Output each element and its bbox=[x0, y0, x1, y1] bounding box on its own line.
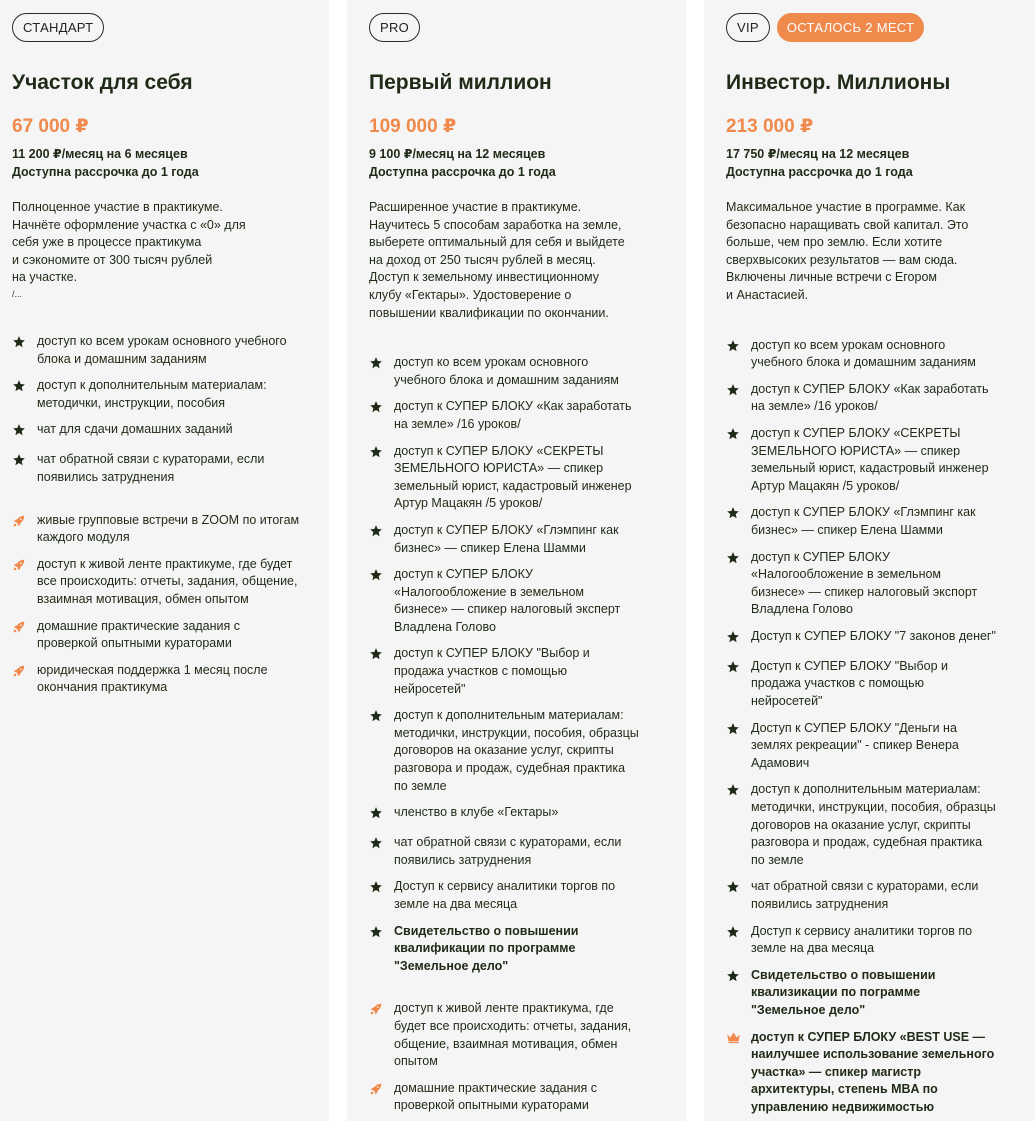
star-icon bbox=[12, 423, 27, 442]
rocket-icon bbox=[369, 1002, 384, 1070]
star-icon bbox=[369, 524, 384, 557]
feature-text: домашние практические задания с проверкой опытными кураторами bbox=[394, 1080, 598, 1113]
feature-item bbox=[726, 923, 998, 958]
feature-item bbox=[726, 504, 998, 539]
rocket-icon bbox=[369, 1082, 384, 1115]
plan-badge: VIP bbox=[726, 13, 770, 42]
star-icon bbox=[369, 806, 384, 825]
plan-badge: PRO bbox=[369, 13, 420, 42]
feature-item bbox=[369, 398, 641, 433]
star-icon bbox=[726, 722, 741, 773]
plan-title: Инвестор. Миллионы bbox=[726, 71, 951, 94]
feature-text: доступ ко всем урокам основного учебного блока и домашним заданиям bbox=[751, 337, 976, 370]
feature-text: доступ к СУПЕР БЛОКУ «Как заработать на земле» /16 уроков/ bbox=[394, 399, 632, 431]
feature-item bbox=[369, 443, 641, 513]
feature-item bbox=[369, 707, 641, 795]
star-icon bbox=[726, 630, 741, 649]
feature-item bbox=[12, 451, 302, 486]
star-icon bbox=[12, 335, 27, 368]
star-icon bbox=[369, 836, 384, 869]
feature-text: Доступ к СУПЕР БЛОКУ "7 законов денег" bbox=[751, 628, 996, 643]
feature-text: чат обратной связи с кураторами, если появились затруднения bbox=[37, 452, 265, 484]
feature-item bbox=[369, 354, 641, 389]
plan-description: Максимальное участие в программе. Как безопасно наращивать свой капитал. Это больше, чем про землю. Если хотите сверхвысоких результатов — вам сюда. Включены личные встречи с Егором и Анастасией. bbox=[726, 200, 969, 302]
feature-item bbox=[12, 333, 302, 368]
feature-text: Доступ к сервису аналитики торгов по земле на два месяца bbox=[394, 879, 616, 911]
feature-item bbox=[726, 1029, 998, 1117]
plan-badges bbox=[369, 13, 686, 43]
feature-text: живые групповые встречи в ZOOM по итогам каждого модуля bbox=[37, 512, 300, 545]
star-icon bbox=[369, 925, 384, 976]
seats-left-badge: ОСТАЛОСЬ 2 МЕСТ bbox=[777, 13, 924, 42]
feature-text: доступ к живой ленте практикума, где будет все происходить: отчеты, задания, общение, взаимная мотивация, обмен опытом bbox=[394, 1001, 632, 1069]
plan-price: 67 000 ₽ bbox=[12, 116, 89, 137]
feature-text: юридическая поддержка 1 месяц после окончания практикума bbox=[37, 662, 268, 695]
feature-text: доступ ко всем урокам основного учебного блока и домашним заданиям bbox=[37, 333, 287, 366]
feature-text: доступ к СУПЕР БЛОКУ «Налогообложение в земельном бизнесе» — спикер налоговый эксперт Владлена Голово bbox=[394, 567, 621, 634]
feature-item bbox=[726, 720, 998, 773]
feature-item bbox=[726, 628, 998, 649]
feature-text: Доступ к сервису аналитики торгов по земле на два месяца bbox=[751, 923, 973, 956]
feature-text: Свидетельство о повышении квализикации по пограмме "Земельное дело" bbox=[751, 967, 936, 1017]
feature-item bbox=[369, 878, 641, 913]
rocket-icon bbox=[12, 664, 27, 697]
rocket-icon bbox=[12, 620, 27, 653]
star-icon bbox=[726, 383, 741, 416]
plan-price: 109 000 ₽ bbox=[369, 116, 457, 137]
star-icon bbox=[726, 783, 741, 869]
feature-item bbox=[12, 377, 302, 412]
feature-text: чат для сдачи домашних заданий bbox=[37, 422, 233, 437]
star-icon bbox=[369, 445, 384, 513]
plan-title: Участок для себя bbox=[12, 71, 193, 94]
plan-card-vip bbox=[704, 0, 1035, 1121]
plan-price: 213 000 ₽ bbox=[726, 116, 814, 137]
feature-item bbox=[12, 421, 302, 442]
feature-text: доступ к СУПЕР БЛОКУ "Выбор и продажа участков с помощью нейросетей" bbox=[394, 646, 590, 696]
feature-item bbox=[726, 878, 998, 913]
feature-item bbox=[12, 556, 302, 609]
installment-note: Доступна рассрочка до 1 года bbox=[12, 165, 199, 179]
feature-item bbox=[369, 804, 641, 825]
feature-text: доступ к дополнительным материалам: методички, инструкции, пособия, образцы договоров на оказание услуг, скрипты разговора и продаж, судебная практика по земле bbox=[751, 782, 996, 867]
feature-item bbox=[726, 967, 998, 1020]
star-icon bbox=[726, 925, 741, 958]
star-icon bbox=[12, 379, 27, 412]
feature-list bbox=[12, 333, 302, 697]
plan-title: Первый миллион bbox=[369, 71, 552, 94]
feature-item bbox=[369, 834, 641, 869]
feature-item bbox=[369, 645, 641, 698]
rocket-icon bbox=[12, 514, 27, 547]
star-icon bbox=[726, 427, 741, 495]
plan-badges bbox=[12, 13, 329, 43]
installment-note: Доступна рассрочка до 1 года bbox=[726, 165, 913, 179]
feature-item bbox=[726, 781, 998, 869]
feature-text: доступ к СУПЕР БЛОКУ «СЕКРЕТЫ ЗЕМЕЛЬНОГО ЮРИСТА» — спикер земельный юрист, кадастровый инженер Артур Мацакян /5 уроков/ bbox=[394, 443, 632, 511]
feature-text: чат обратной связи с кураторами, если появились затруднения bbox=[751, 879, 979, 911]
feature-text: доступ к СУПЕР БЛОКУ «Глэмпинг как бизнес» — спикер Елена Шамми bbox=[394, 522, 619, 555]
star-icon bbox=[369, 356, 384, 389]
star-icon bbox=[726, 660, 741, 711]
feature-item bbox=[369, 566, 641, 636]
feature-text: доступ к СУПЕР БЛОКУ «Налогообложение в земельном бизнесе» — спикер налоговый экспорт Владлена Голово bbox=[751, 549, 978, 617]
installment-monthly: 9 100 ₽/месяц на 12 месяцев bbox=[369, 147, 546, 161]
feature-item bbox=[12, 512, 302, 547]
feature-text: доступ к живой ленте практикуме, где будет все происходить: отчеты, задания, общение, взаимная мотивация, обмен опытом bbox=[37, 556, 298, 606]
feature-text: доступ к СУПЕР БЛОКУ «BEST USE — наилучшее использование земельного участка» — спикер магистр архитектуры, степень MBA по управлению недвижимостью bbox=[751, 1029, 995, 1114]
feature-text: домашние практические задания с проверкой опытными кураторами bbox=[37, 618, 241, 651]
installment-monthly: 17 750 ₽/месяц на 12 месяцев bbox=[726, 147, 910, 161]
feature-item bbox=[369, 522, 641, 557]
installment-note: Доступна рассрочка до 1 года bbox=[369, 165, 556, 179]
feature-item bbox=[726, 658, 998, 711]
feature-item bbox=[726, 381, 998, 416]
feature-text: членство в клубе «Гектары» bbox=[394, 805, 559, 820]
feature-item bbox=[726, 337, 998, 372]
star-icon bbox=[369, 647, 384, 698]
star-icon bbox=[369, 880, 384, 913]
star-icon bbox=[369, 568, 384, 636]
feature-item bbox=[369, 1080, 641, 1115]
feature-item bbox=[726, 425, 998, 495]
read-more-ellipsis[interactable]: /... bbox=[12, 288, 23, 299]
feature-text: доступ к дополнительным материалам: методички, инструкции, пособия bbox=[37, 378, 267, 410]
star-icon bbox=[726, 506, 741, 539]
feature-text: доступ к СУПЕР БЛОКУ «Как заработать на земле» /16 уроков/ bbox=[751, 381, 989, 414]
plan-installments bbox=[726, 145, 1035, 181]
feature-item bbox=[369, 1000, 641, 1070]
star-icon bbox=[369, 400, 384, 433]
plan-description: Расширенное участие в практикуме. Научитесь 5 способам заработка на земле, выберете оптимальный для себя и выйдете на доход от 250 тысяч рублей в месяц. Доступ к земельному инвестиционному клубу «Гектары». Удостоверение о повышении квалификации по окончании. bbox=[369, 200, 625, 320]
feature-text: доступ ко всем урокам основного учебного блока и домашним заданиям bbox=[394, 355, 619, 387]
feature-list bbox=[369, 354, 641, 1115]
rocket-icon bbox=[12, 558, 27, 609]
installment-monthly: 11 200 ₽/месяц на 6 месяцев bbox=[12, 147, 188, 161]
feature-text: Свидетельство о повышении квалификации по программе "Земельное дело" bbox=[394, 923, 579, 973]
feature-text: Доступ к СУПЕР БЛОКУ "Деньги на землях рекреации" - спикер Венера Адамович bbox=[751, 720, 959, 770]
star-icon bbox=[12, 453, 27, 486]
feature-list bbox=[726, 337, 998, 1117]
plan-badge: СТАНДАРТ bbox=[12, 13, 104, 42]
plan-description: Полноценное участие в практикуме. Начнёте оформление участка с «0» для себя уже в процессе практикума и сэкономите от 300 тысяч рублей на участке. bbox=[12, 200, 246, 285]
feature-text: чат обратной связи с кураторами, если появились затруднения bbox=[394, 835, 622, 867]
plan-installments bbox=[369, 145, 686, 181]
feature-text: Доступ к СУПЕР БЛОКУ "Выбор и продажа участков с помощью нейросетей" bbox=[751, 658, 949, 709]
plan-card-pro bbox=[347, 0, 686, 1121]
feature-item bbox=[726, 549, 998, 619]
feature-item bbox=[12, 662, 302, 697]
feature-item bbox=[12, 618, 302, 653]
crown-icon bbox=[726, 1031, 741, 1117]
plan-card-standard bbox=[0, 0, 329, 1121]
feature-text: доступ к СУПЕР БЛОКУ «СЕКРЕТЫ ЗЕМЕЛЬНОГО ЮРИСТА» — спикер земельный юрист, кадастровый инженер Артур Мацакян /5 уроков/ bbox=[751, 425, 989, 493]
star-icon bbox=[726, 339, 741, 372]
star-icon bbox=[726, 969, 741, 1020]
feature-item bbox=[369, 923, 641, 976]
star-icon bbox=[369, 709, 384, 795]
feature-text: доступ к СУПЕР БЛОКУ «Глэмпинг как бизнес» — спикер Елена Шамми bbox=[751, 505, 976, 537]
plan-badges bbox=[726, 13, 1035, 43]
star-icon bbox=[726, 880, 741, 913]
plan-installments bbox=[12, 145, 329, 181]
star-icon bbox=[726, 551, 741, 619]
feature-text: доступ к дополнительным материалам: методички, инструкции, пособия, образцы договоров на оказание услуг, скрипты разговора и продаж, судебная практика по земле bbox=[394, 708, 639, 793]
